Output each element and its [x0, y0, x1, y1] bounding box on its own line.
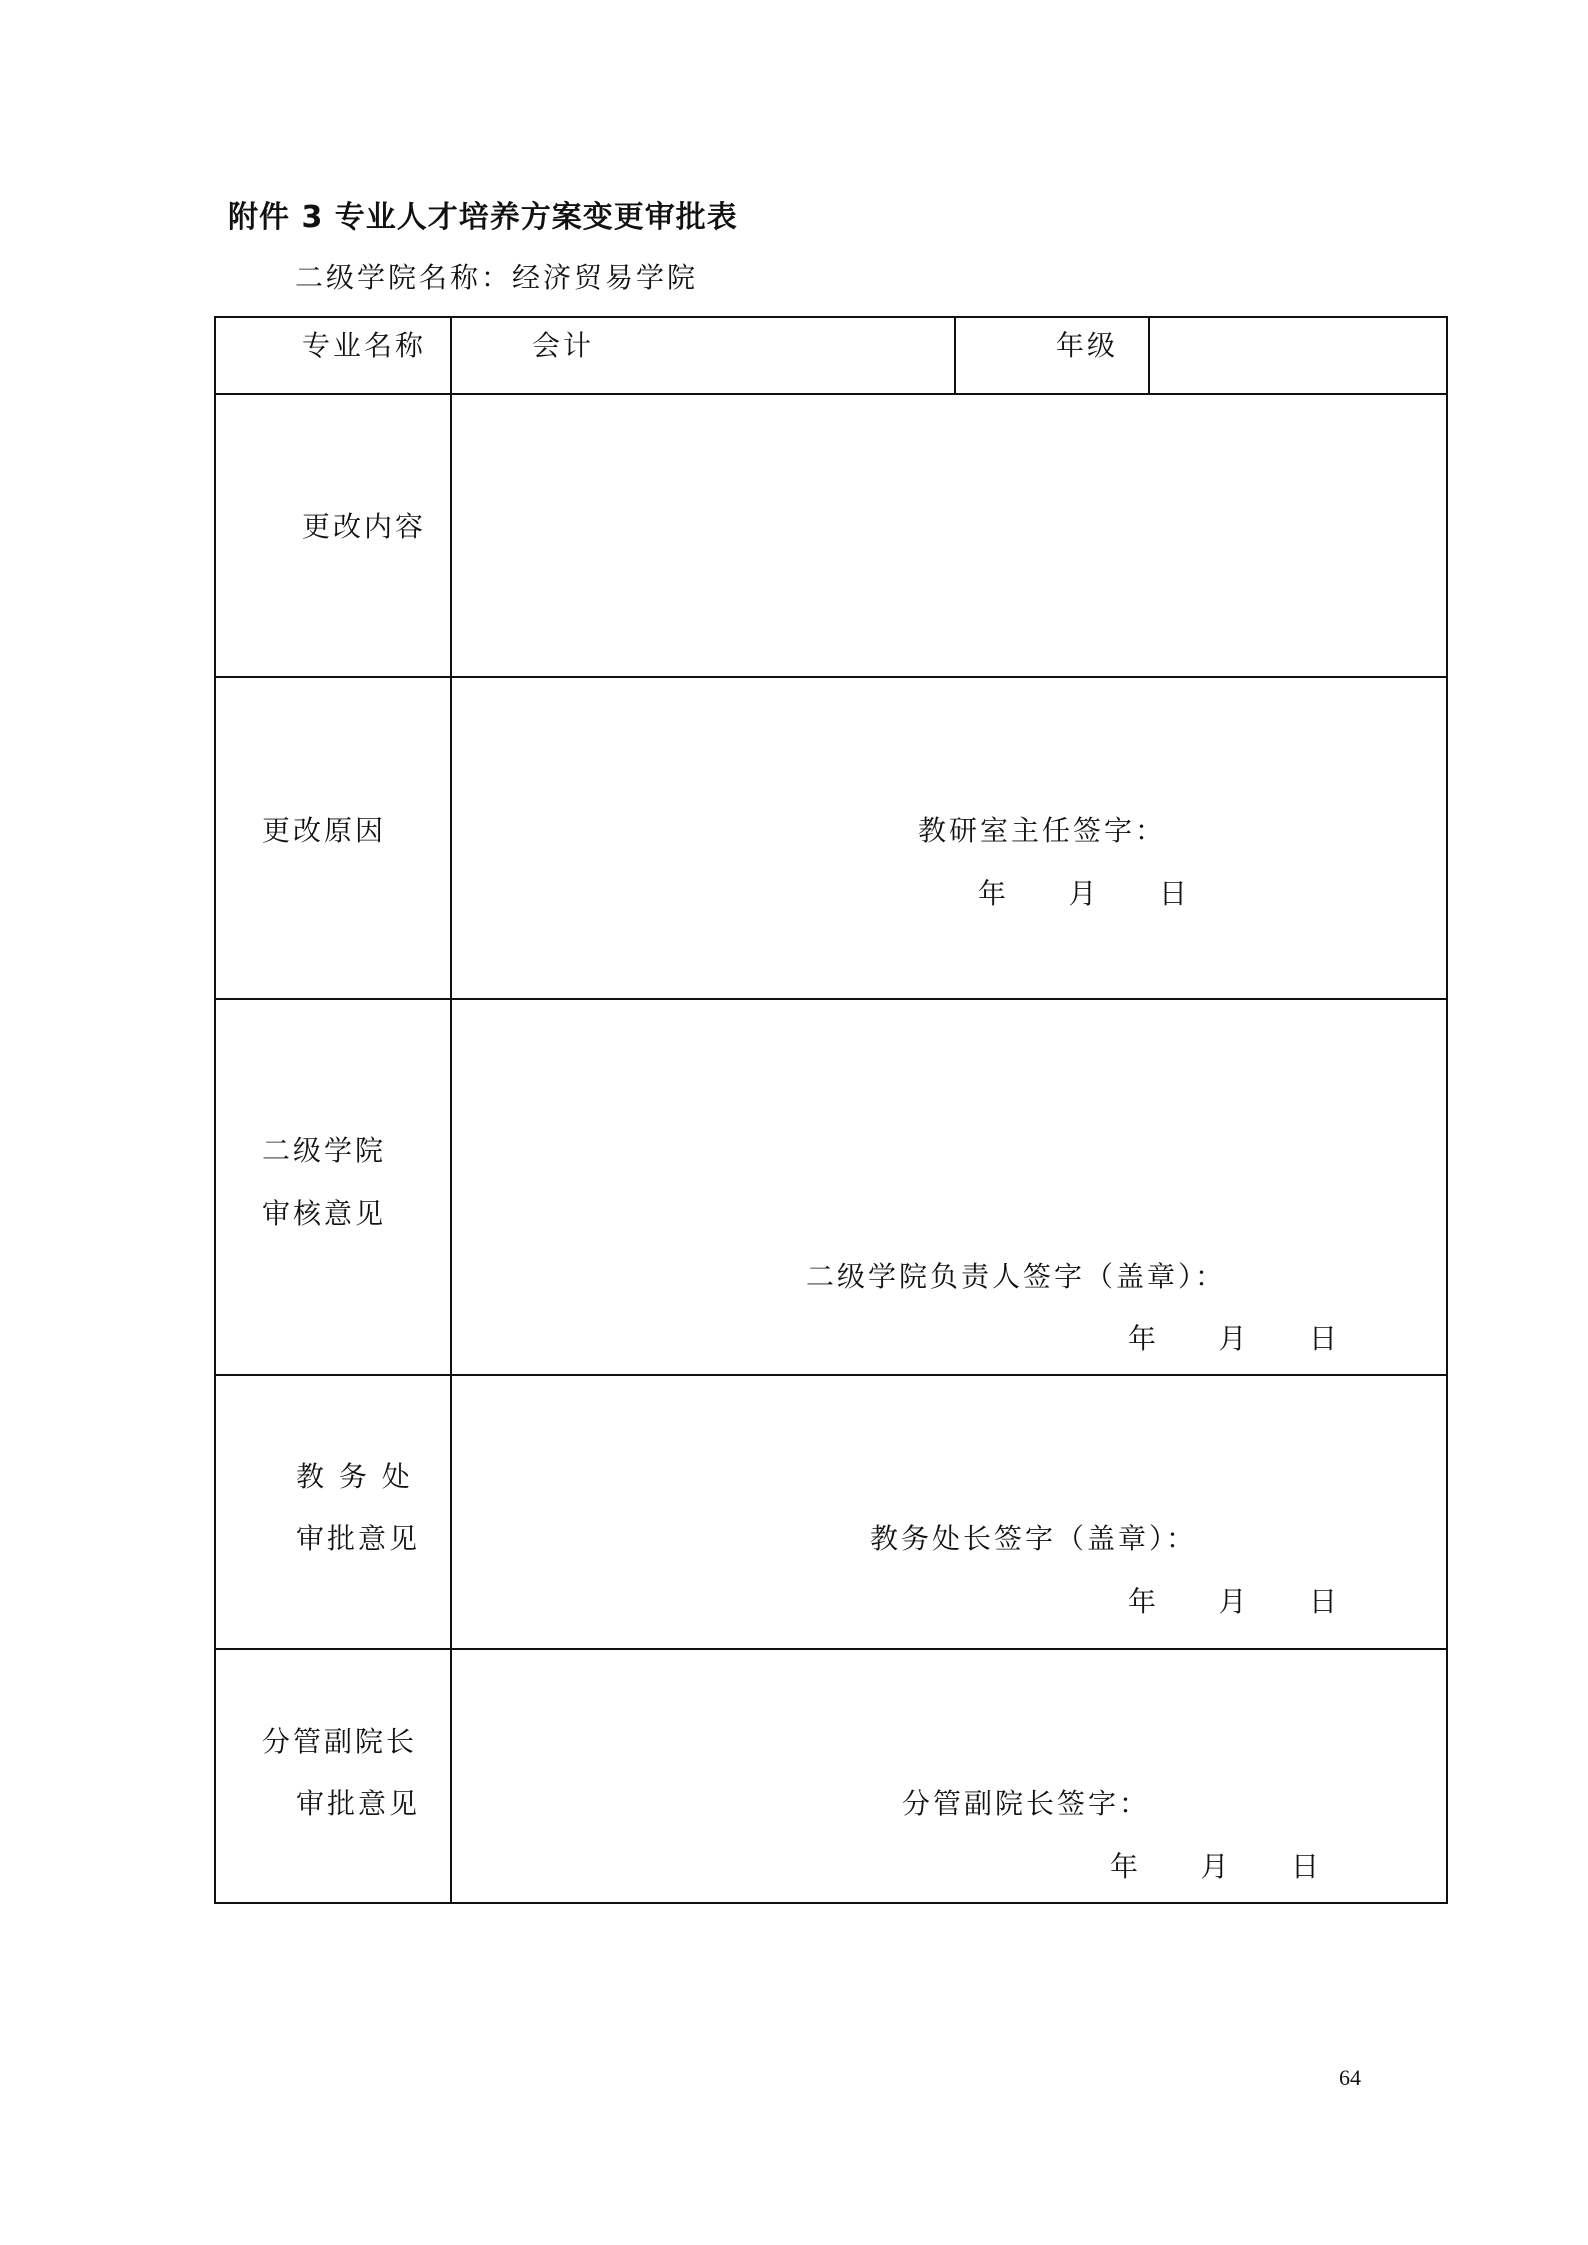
table-border-top [214, 316, 1448, 318]
vice-president-label-2: 审批意见 [296, 1787, 421, 1820]
column-divider [450, 316, 452, 1904]
table-border-left [214, 316, 216, 1904]
date-line: 年 月 日 [1128, 1322, 1341, 1355]
academic-affairs-label-2: 审批意见 [296, 1522, 421, 1555]
page-number: 64 [1339, 2065, 1361, 2090]
academic-affairs-signature: 教务处长签字（盖章）： [870, 1522, 1198, 1555]
row-divider [214, 393, 1448, 395]
change-reason-label: 更改原因 [262, 814, 387, 847]
grade-label: 年级 [1056, 329, 1119, 362]
major-name-value: 会计 [532, 329, 595, 362]
vice-president-label-1: 分管副院长 [262, 1725, 418, 1758]
academic-affairs-label-1: 教 务 处 [296, 1460, 413, 1493]
date-line: 年 月 日 [978, 877, 1191, 910]
row-divider [214, 1374, 1448, 1376]
form-title: 附件 3 专业人才培养方案变更审批表 [228, 200, 738, 235]
date-line: 年 月 日 [1110, 1850, 1323, 1883]
column-divider [954, 316, 956, 395]
college-name: 二级学院名称：经济贸易学院 [295, 261, 699, 294]
major-name-label: 专业名称 [302, 329, 427, 362]
row-divider [214, 998, 1448, 1000]
row-divider [214, 1648, 1448, 1650]
college-review-label-1: 二级学院 [262, 1134, 387, 1167]
change-content-label: 更改内容 [302, 510, 427, 543]
table-border-bottom [214, 1902, 1448, 1904]
college-review-label-2: 审核意见 [262, 1197, 387, 1230]
vice-president-signature: 分管副院长签字： [902, 1787, 1151, 1820]
table-border-right [1446, 316, 1448, 1904]
row-divider [214, 676, 1448, 678]
teaching-director-signature: 教研室主任签字： [918, 814, 1167, 847]
column-divider [1148, 316, 1150, 395]
college-head-signature: 二级学院负责人签字（盖章）： [806, 1260, 1227, 1293]
date-line: 年 月 日 [1128, 1585, 1341, 1618]
